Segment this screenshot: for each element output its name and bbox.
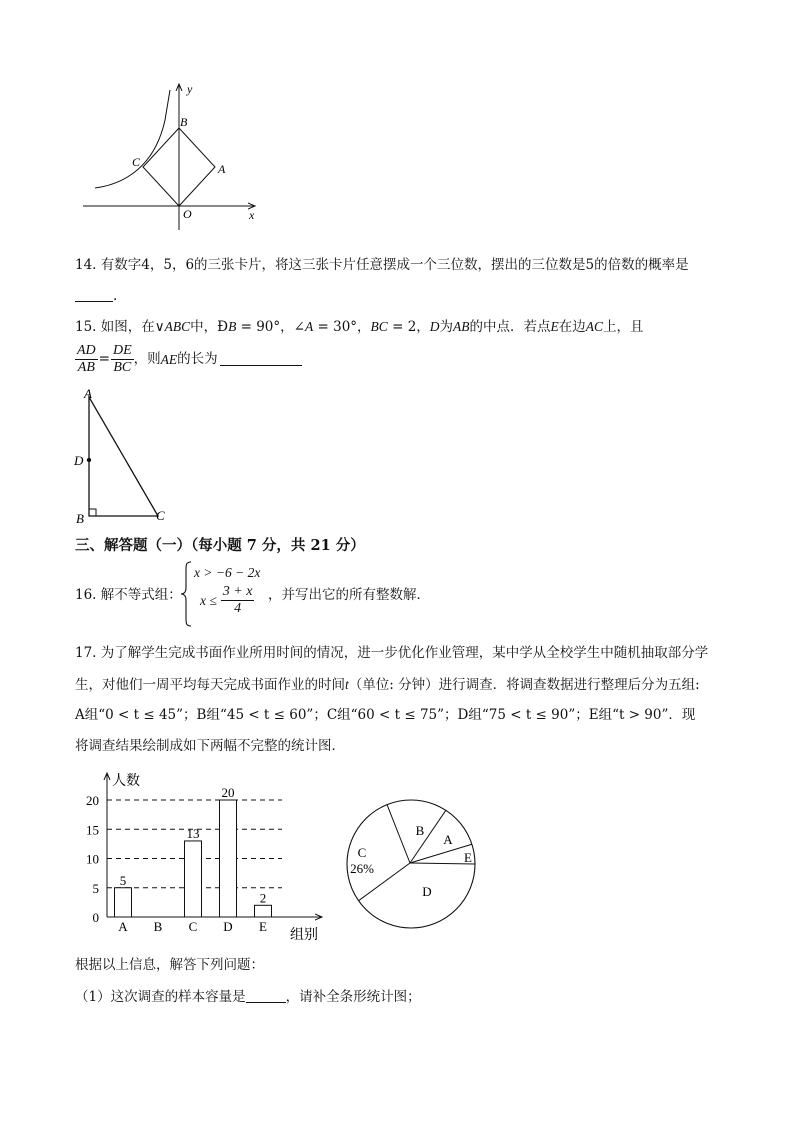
q17-line3: A组“0 < t ≤ 45”；B组“45 < t ≤ 60”；C组“60 < t ≤ 75”；D组“75 < t ≤ 90”；E组“t > 90”．现 — [75, 707, 696, 723]
label-d: D — [74, 453, 84, 468]
label-c: C — [132, 155, 141, 169]
fraction-ad-ab: $\frac{AD}{AB}$ — [77, 343, 96, 375]
x-tick-label: E — [259, 919, 267, 934]
bar-c — [185, 841, 202, 917]
q17-line2: 生，对他们一周平均每天完成书面作业的时间t（单位: 分钟）进行调查．将调查数据进行整理后分为五组: — [75, 677, 700, 693]
q16-tail: ，并写出它的所有整数解． — [268, 587, 430, 603]
bar-value-label: 13 — [186, 825, 200, 841]
inequality-2: x ≤ $\frac{3 + x}{4}$ — [200, 584, 253, 616]
x-tick-label: B — [153, 919, 163, 934]
answer-blank[interactable] — [246, 990, 286, 1003]
right-angle-mark — [89, 509, 96, 516]
q16-label: 16. 解不等式组： — [75, 587, 182, 603]
x-tick-label: D — [223, 919, 233, 934]
bar-a — [115, 888, 132, 917]
label-b: B — [76, 511, 84, 526]
bar-e — [255, 905, 272, 917]
hyperbola-curve — [95, 90, 170, 188]
label-c: C — [156, 508, 165, 523]
q15-line2: $\frac{AD}{AB}$ = $\frac{DE}{BC}$ ，则 AE 的长为 — [75, 344, 302, 375]
label-y: y — [187, 82, 193, 96]
answer-blank[interactable] — [75, 289, 113, 302]
slice-percent-c: 26% — [350, 861, 374, 876]
bar-value-label: 5 — [119, 872, 127, 888]
slice-label-c: C — [357, 845, 367, 860]
x-tick-label: A — [118, 919, 128, 934]
slice-label-d: D — [422, 884, 432, 899]
slice-label-b: B — [415, 823, 425, 838]
slice-label-a: A — [443, 832, 453, 847]
section-heading: 三、解答题（一）（每小题 7 分，共 21 分） — [75, 537, 365, 554]
point-d — [87, 458, 91, 462]
label-a: A — [84, 386, 92, 401]
bar-d — [220, 800, 237, 917]
label-a: A — [218, 162, 226, 176]
fraction-3x-4: $\frac{3 + x}{4}$ — [222, 584, 253, 616]
q17-line1: 17. 为了解学生完成书面作业所用时间的情况，进一步优化作业管理，某中学从全校学生中随机抽取部分学 — [75, 645, 709, 661]
bar-value-label: 20 — [221, 785, 235, 800]
x-axis-title: 组别 — [290, 928, 318, 943]
q13-figure — [75, 80, 265, 240]
inequality-1: x > −6 − 2x — [194, 565, 261, 580]
x-tick-label: C — [188, 919, 198, 934]
q14-line2: . — [75, 289, 117, 304]
answer-blank[interactable] — [220, 353, 302, 366]
y-tick-label: 10 — [86, 851, 99, 867]
system-brace — [180, 561, 194, 627]
q17-sub1: （1）这次调查的样本容量是 ，请补全条形统计图； — [75, 989, 421, 1005]
pie-chart — [340, 793, 485, 938]
label-o: O — [183, 207, 192, 221]
slice-label-e: E — [464, 850, 472, 865]
q15-line1: 15. 如图，在∨ABC中，ÐB = 90°，∠A = 30°，BC = 2，D为AB的中点．若点E在边AC上，且 — [75, 319, 644, 335]
label-b: B — [180, 115, 188, 129]
bar-value-label: 2 — [259, 890, 267, 906]
triangle-abc — [89, 397, 158, 516]
y-axis-title: 人数 — [112, 774, 140, 789]
y-tick-label: 0 — [92, 910, 99, 925]
fraction-de-bc: $\frac{DE}{BC}$ — [112, 343, 132, 375]
y-tick-label: 20 — [86, 793, 99, 808]
label-x: x — [249, 208, 255, 222]
bar-chart — [75, 765, 335, 943]
q17-line4: 将调查结果绘制成如下两幅不完整的统计图． — [75, 738, 345, 754]
y-tick-label: 5 — [92, 880, 99, 896]
q17-instructions: 根据以上信息，解答下列问题： — [75, 957, 264, 973]
q14-line1: 14. 有数字4，5，6的三张卡片，将这三张卡片任意摆成一个三位数，摆出的三位数是5的倍数的概率是 — [75, 257, 689, 273]
q15-figure — [70, 385, 180, 527]
y-tick-label: 15 — [86, 822, 99, 838]
